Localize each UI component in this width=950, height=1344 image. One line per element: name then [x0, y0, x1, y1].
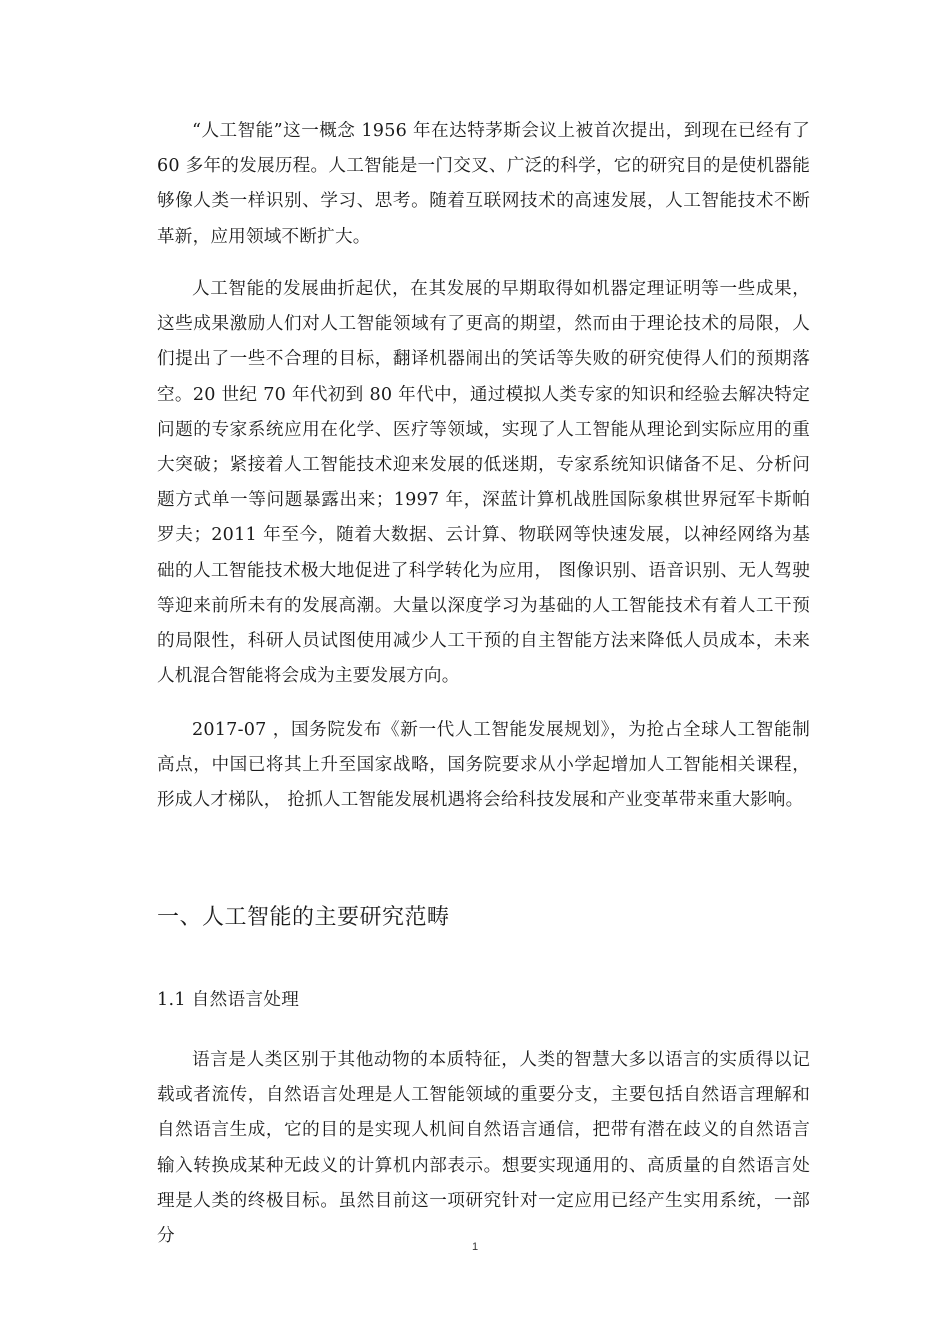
page-number: 1 — [471, 1241, 479, 1253]
paragraph-intro: “人工智能”这一概念 1956 年在达特茅斯会议上被首次提出，到现在已经有了 60 多年的发展历程。人工智能是一门交叉、广泛的科学，它的研究目的是使机器能够像人类一样识别、学习、思考。随着互联网技术的高速发展，人工智能技术不断革新，应用领域不断扩大。 — [157, 121, 810, 247]
section-heading: 一、人工智能的主要研究范畴 — [157, 905, 450, 930]
paragraph-history: 人工智能的发展曲折起伏，在其发展的早期取得如机器定理证明等一些成果，这些成果激励人们对人工智能领域有了更高的期望，然而由于理论技术的局限，人们提出了一些不合理的目标，翻译机器闹出的笑话等失败的研究使得人们的预期落空。20 世纪 70 年代初到 80 年代中，通过模拟人类专家的知识和经验去解决特定问题的专家系统应用在化学、医疗等领域，实现了人工智能从理论到实际应用的重大突破；紧接着人工智能技术迎来发展的低迷期，专家系统知识储备不足、分析问题方式单一等问题暴露出来；1997 年，深蓝计算机战胜国际象棋世界冠军卡斯帕罗夫；2011 年至今，随着大数据、云计算、物联网等快速发展，以神经网络为基础的人工智能技术极大地促进了科学转化为应用， 图像识别、语音识别、无人驾驶等迎来前所未有的发展高潮。大量以深度学习为基础的人工智能技术有着人工干预的局限性，科研人员试图使用减少人工干预的自主智能方法来降低人员成本，未来人机混合智能将会成为主要发展方向。 — [157, 279, 810, 687]
paragraph-policy: 2017-07 ，国务院发布《新一代人工智能发展规划》，为抢占全球人工智能制高点，中国已将其上升至国家战略，国务院要求从小学起增加人工智能相关课程，形成人才梯队， 抢抓人工智能发展机遇将会给科技发展和产业变革带来重大影响。 — [157, 720, 810, 811]
paragraph-nlp: 语言是人类区别于其他动物的本质特征，人类的智慧大多以语言的实质得以记载或者流传，自然语言处理是人工智能领域的重要分支，主要包括自然语言理解和自然语言生成，它的目的是实现人机间自然语言通信，把带有潜在歧义的自然语言输入转换成某种无歧义的计算机内部表示。想要实现通用的、高质量的自然语言处理是人类的终极目标。虽然目前这一项研究针对一定应用已经产生实用系统，一部分 — [157, 1050, 810, 1247]
subsection-heading: 1.1 自然语言处理 — [157, 990, 300, 1010]
